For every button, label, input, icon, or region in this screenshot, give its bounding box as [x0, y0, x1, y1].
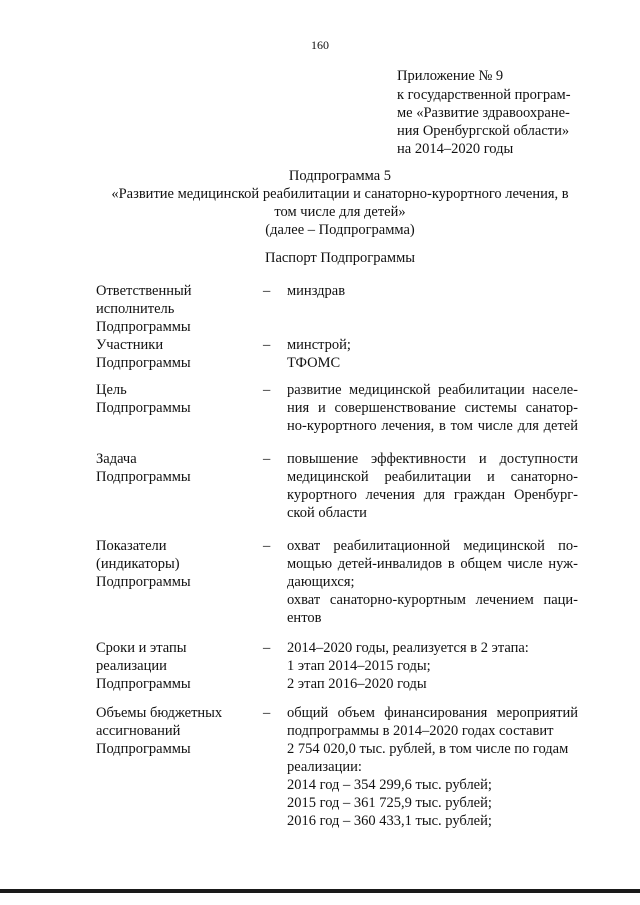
row-value [287, 282, 578, 300]
row-value-line: реализации: [287, 759, 362, 775]
row-dash: – [263, 382, 271, 398]
page-bottom-border [0, 889, 640, 893]
row-value-line: 1 этап 2014–2015 годы; [287, 658, 431, 674]
row-dash: – [263, 640, 271, 656]
row-value-line: подпрограммы в 2014–2020 годах составит [287, 723, 554, 739]
row-dash: – [263, 283, 271, 299]
subprogram-name-line: том числе для детей» [274, 204, 406, 220]
row-value-line: ской области [287, 505, 367, 521]
row-label-line: Ответственный [96, 283, 192, 299]
row-dash: – [263, 705, 271, 721]
row-value-line: 2014–2020 годы, реализуется в 2 этапа: [287, 640, 529, 656]
row-label-line: Подпрограммы [96, 469, 191, 485]
row-label [96, 450, 256, 486]
row-value [287, 704, 578, 830]
row-label-line: Сроки и этапы [96, 640, 187, 656]
row-value-line: 2 этап 2016–2020 годы [287, 676, 427, 692]
row-value-line: дающихся; [287, 574, 355, 590]
row-label-line: (индикаторы) [96, 556, 180, 572]
page-number: 160 [311, 38, 329, 52]
row-label [96, 537, 256, 591]
appendix-line: на 2014–2020 годы [397, 141, 514, 157]
row-value [287, 336, 578, 372]
row-label-line: Показатели [96, 538, 167, 554]
appendix-line: ния Оренбургской области» [397, 123, 570, 139]
row-value [287, 537, 578, 627]
row-label [96, 639, 256, 693]
row-value-line: но-курортного лечения, в том числе для детей [287, 418, 578, 434]
row-value [287, 381, 578, 435]
row-value [287, 639, 578, 693]
row-value-line: ния и совершенствование системы санатор- [287, 400, 578, 416]
row-value-line: охват реабилитационной медицинской по- [287, 538, 578, 554]
row-label-line: Объемы бюджетных [96, 705, 223, 721]
subprogram-short-name: (далее – Подпрограмма) [265, 222, 415, 238]
row-value-line: повышение эффективности и доступности [287, 451, 578, 467]
row-value [287, 450, 578, 522]
row-label-line: Подпрограммы [96, 400, 191, 416]
row-value-line: общий объем финансирования мероприятий [287, 705, 578, 721]
row-value-line: ентов [287, 610, 322, 626]
appendix-line: к государственной програм- [397, 87, 571, 103]
row-label [96, 704, 256, 758]
row-label-line: Подпрограммы [96, 319, 191, 335]
subprogram-title [80, 167, 600, 239]
passport-title: Паспорт Подпрограммы [264, 250, 416, 266]
subprogram-name-line: «Развитие медицинской реабилитации и санаторно-курортного лечения, в [111, 186, 569, 202]
appendix-line: Приложение № 9 [397, 68, 504, 84]
row-label [96, 381, 256, 417]
row-label-line: исполнитель [96, 301, 175, 317]
row-label-line: Подпрограммы [96, 574, 191, 590]
row-label-line: реализации [96, 658, 167, 674]
row-value-line: развитие медицинской реабилитации населе- [287, 382, 578, 398]
row-dash: – [263, 451, 271, 467]
row-label-line: Участники [96, 337, 164, 353]
row-dash: – [263, 538, 271, 554]
row-label-line: Задача [96, 451, 137, 467]
row-label-line: Подпрограммы [96, 741, 191, 757]
row-value-line: 2014 год – 354 299,6 тыс. рублей; [287, 777, 492, 793]
row-value-line: 2015 год – 361 725,9 тыс. рублей; [287, 795, 492, 811]
row-label [96, 282, 256, 336]
row-value-line: охват санаторно-курортным лечением паци- [287, 592, 578, 608]
subprogram-number: Подпрограмма 5 [288, 168, 392, 184]
row-dash: – [263, 337, 271, 353]
row-value-line: минстрой; [287, 337, 351, 353]
row-label-line: ассигнований [96, 723, 181, 739]
row-value-line: мощью детей-инвалидов в общем числе нуж- [287, 556, 578, 572]
row-label-line: Цель [96, 382, 127, 398]
appendix-line: ме «Развитие здравоохране- [397, 105, 570, 121]
appendix-block [397, 67, 597, 158]
row-value-line: курортного лечения для граждан Оренбург- [287, 487, 578, 503]
row-label [96, 336, 256, 372]
row-value-line: 2 754 020,0 тыс. рублей, в том числе по годам [287, 741, 569, 757]
row-label-line: Подпрограммы [96, 355, 191, 371]
row-value-line: 2016 год – 360 433,1 тыс. рублей; [287, 813, 492, 829]
row-value-line: медицинской реабилитации и санаторно- [287, 469, 578, 485]
row-value-line: минздрав [287, 283, 346, 299]
row-label-line: Подпрограммы [96, 676, 191, 692]
row-value-line: ТФОМС [287, 355, 341, 371]
